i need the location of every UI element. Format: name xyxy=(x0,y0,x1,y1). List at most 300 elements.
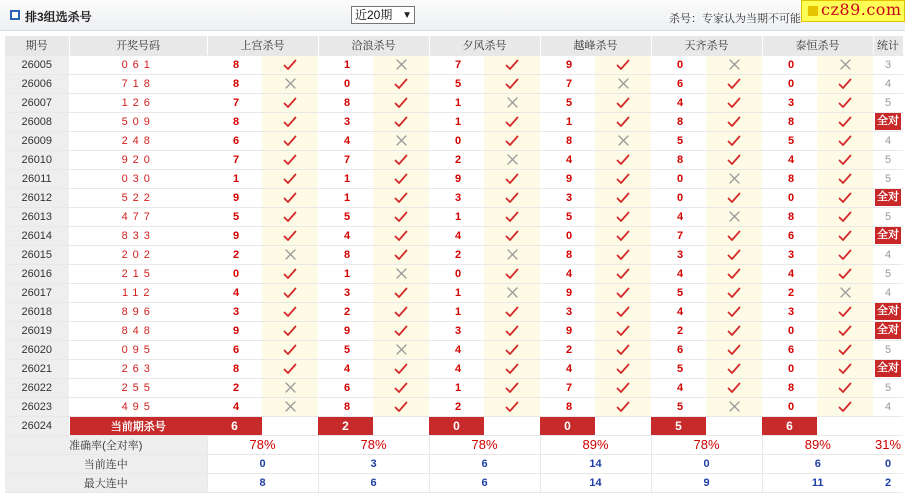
header-expert-1[interactable]: 上宫杀号 xyxy=(207,36,318,55)
check-icon xyxy=(817,249,873,261)
current-streak-label: 当前连中 xyxy=(5,454,207,473)
kill-number-cell: 2 xyxy=(429,150,484,169)
check-mark-cell xyxy=(262,340,318,359)
kill-number-cell: 1 xyxy=(429,207,484,226)
stat-cell xyxy=(873,378,903,397)
kill-number-cell: 1 xyxy=(429,112,484,131)
kill-number-cell: 5 xyxy=(651,359,706,378)
kill-number-cell: 2 xyxy=(762,283,817,302)
check-icon xyxy=(706,78,762,90)
check-mark-cell xyxy=(595,226,651,245)
check-icon xyxy=(595,211,651,223)
current-kill-blank xyxy=(484,416,540,435)
check-icon xyxy=(595,268,651,280)
check-mark-cell xyxy=(262,150,318,169)
kill-number-cell: 8 xyxy=(762,378,817,397)
site-logo[interactable] xyxy=(801,0,905,22)
check-mark-cell xyxy=(706,93,762,112)
check-mark-cell xyxy=(817,321,873,340)
check-mark-cell xyxy=(484,207,540,226)
check-icon xyxy=(706,230,762,242)
check-icon xyxy=(595,401,651,413)
check-icon xyxy=(706,382,762,394)
kill-number-cell: 1 xyxy=(429,302,484,321)
kill-number-cell: 7 xyxy=(540,74,595,93)
max-streak-value: 14 xyxy=(540,473,651,492)
current-streak-value: 6 xyxy=(429,454,540,473)
kill-number-cell: 4 xyxy=(651,264,706,283)
cross-icon xyxy=(484,287,540,298)
check-mark-cell xyxy=(262,169,318,188)
current-kill-blank xyxy=(817,416,873,435)
issue-cell: 26007 xyxy=(5,93,69,112)
draw-number-cell: 215 xyxy=(69,264,207,283)
stat-cell xyxy=(873,150,903,169)
check-icon xyxy=(373,382,429,394)
kill-number-cell: 2 xyxy=(429,245,484,264)
kill-number-cell: 7 xyxy=(207,150,262,169)
check-icon xyxy=(262,116,318,128)
kill-number-cell: 3 xyxy=(429,321,484,340)
check-mark-cell xyxy=(484,378,540,397)
check-mark-cell xyxy=(484,131,540,150)
kill-number-cell: 0 xyxy=(762,74,817,93)
check-icon xyxy=(595,192,651,204)
kill-number-cell: 5 xyxy=(540,207,595,226)
check-icon xyxy=(484,192,540,204)
table-row xyxy=(5,131,903,150)
cross-mark-cell xyxy=(262,74,318,93)
check-mark-cell xyxy=(262,207,318,226)
check-mark-cell xyxy=(817,359,873,378)
header-expert-2[interactable]: 洽浪杀号 xyxy=(318,36,429,55)
check-icon xyxy=(484,382,540,394)
stat-cell xyxy=(873,131,903,150)
check-mark-cell xyxy=(373,321,429,340)
header-draw: 开奖号码 xyxy=(69,36,207,55)
check-mark-cell xyxy=(595,55,651,74)
kill-number-cell: 0 xyxy=(651,55,706,74)
stat-cell xyxy=(873,359,903,378)
table-row xyxy=(5,93,903,112)
table-row xyxy=(5,397,903,416)
cross-icon xyxy=(817,287,873,298)
stat-cell xyxy=(873,226,903,245)
max-streak-value: 8 xyxy=(207,473,318,492)
header-expert-5[interactable]: 天齐杀号 xyxy=(651,36,762,55)
check-icon xyxy=(706,135,762,147)
cross-mark-cell xyxy=(817,55,873,74)
kill-number-cell: 4 xyxy=(207,283,262,302)
issue-cell: 26015 xyxy=(5,245,69,264)
issue-cell: 26014 xyxy=(5,226,69,245)
check-icon xyxy=(484,116,540,128)
check-icon xyxy=(595,230,651,242)
check-icon xyxy=(595,116,651,128)
kill-number-cell: 9 xyxy=(540,283,595,302)
kill-number-cell: 4 xyxy=(762,150,817,169)
kill-number-cell: 8 xyxy=(207,359,262,378)
check-mark-cell xyxy=(817,302,873,321)
check-mark-cell xyxy=(706,74,762,93)
check-icon xyxy=(262,344,318,356)
check-mark-cell xyxy=(595,93,651,112)
current-streak-stat: 0 xyxy=(873,454,903,473)
kill-number-cell: 5 xyxy=(651,397,706,416)
kill-number-cell: 5 xyxy=(762,131,817,150)
all-correct-badge: 全对 xyxy=(875,113,901,130)
cross-mark-cell xyxy=(484,245,540,264)
check-icon xyxy=(484,344,540,356)
draw-number-cell: 030 xyxy=(69,169,207,188)
check-mark-cell xyxy=(706,150,762,169)
kill-number-cell: 9 xyxy=(540,169,595,188)
accuracy-label: 准确率(全对率) xyxy=(5,435,207,454)
accuracy-value: 78% xyxy=(429,435,540,454)
table-row xyxy=(5,112,903,131)
kill-number-cell: 2 xyxy=(429,397,484,416)
table-row xyxy=(5,74,903,93)
stat-count: 5 xyxy=(884,153,892,166)
table-row xyxy=(5,340,903,359)
check-mark-cell xyxy=(595,302,651,321)
check-icon xyxy=(262,363,318,375)
check-mark-cell xyxy=(373,169,429,188)
kill-number-cell: 4 xyxy=(318,359,373,378)
current-issue-cell: 26024 xyxy=(5,416,69,435)
cross-icon xyxy=(595,135,651,146)
check-mark-cell xyxy=(706,340,762,359)
kill-number-cell: 9 xyxy=(540,55,595,74)
kill-number-cell: 5 xyxy=(651,131,706,150)
issue-cell: 26010 xyxy=(5,150,69,169)
check-icon xyxy=(373,154,429,166)
draw-number-cell: 848 xyxy=(69,321,207,340)
check-mark-cell xyxy=(262,93,318,112)
check-icon xyxy=(706,344,762,356)
check-icon xyxy=(373,78,429,90)
check-mark-cell xyxy=(484,264,540,283)
kill-number-cell: 2 xyxy=(540,340,595,359)
cross-mark-cell xyxy=(484,93,540,112)
kill-number-table xyxy=(5,36,904,493)
check-mark-cell xyxy=(595,150,651,169)
cross-mark-cell xyxy=(595,131,651,150)
check-icon xyxy=(817,325,873,337)
kill-number-cell: 1 xyxy=(318,55,373,74)
check-mark-cell xyxy=(595,378,651,397)
table-row xyxy=(5,302,903,321)
check-mark-cell xyxy=(262,112,318,131)
header-stat: 统计 xyxy=(873,36,903,55)
table-row xyxy=(5,55,903,74)
max-streak-value: 9 xyxy=(651,473,762,492)
stat-cell xyxy=(873,188,903,207)
check-icon xyxy=(484,230,540,242)
draw-number-cell: 248 xyxy=(69,131,207,150)
check-mark-cell xyxy=(595,245,651,264)
draw-number-cell: 896 xyxy=(69,302,207,321)
check-mark-cell xyxy=(484,169,540,188)
stat-count: 4 xyxy=(884,400,892,413)
kill-number-cell: 1 xyxy=(429,283,484,302)
kill-number-cell: 8 xyxy=(762,112,817,131)
all-correct-badge: 全对 xyxy=(875,322,901,339)
check-icon xyxy=(706,116,762,128)
kill-number-cell: 8 xyxy=(540,245,595,264)
cross-mark-cell xyxy=(595,74,651,93)
check-icon xyxy=(817,268,873,280)
stat-count: 5 xyxy=(884,267,892,280)
kill-number-cell: 8 xyxy=(318,93,373,112)
check-mark-cell xyxy=(706,264,762,283)
issue-cell: 26018 xyxy=(5,302,69,321)
checkbox-icon xyxy=(10,10,20,20)
check-icon xyxy=(484,78,540,90)
stat-cell xyxy=(873,112,903,131)
max-streak-stat: 2 xyxy=(873,473,903,492)
check-mark-cell xyxy=(817,378,873,397)
kill-number-cell: 9 xyxy=(207,188,262,207)
check-icon xyxy=(373,211,429,223)
check-icon xyxy=(817,230,873,242)
check-mark-cell xyxy=(706,302,762,321)
check-icon xyxy=(484,173,540,185)
kill-note: 杀号：专家认为当期不可能 xyxy=(669,13,801,25)
kill-number-cell: 3 xyxy=(207,302,262,321)
check-mark-cell xyxy=(706,321,762,340)
table-row xyxy=(5,378,903,397)
issue-cell: 26011 xyxy=(5,169,69,188)
header-expert-3[interactable]: 夕风杀号 xyxy=(429,36,540,55)
issue-cell: 26006 xyxy=(5,74,69,93)
check-mark-cell xyxy=(706,188,762,207)
kill-number-cell: 8 xyxy=(207,112,262,131)
kill-number-cell: 9 xyxy=(318,321,373,340)
cross-icon xyxy=(706,173,762,184)
check-mark-cell xyxy=(373,74,429,93)
kill-number-cell: 0 xyxy=(762,321,817,340)
kill-number-cell: 8 xyxy=(318,245,373,264)
issue-cell: 26020 xyxy=(5,340,69,359)
kill-number-cell: 8 xyxy=(762,207,817,226)
kill-number-cell: 9 xyxy=(207,321,262,340)
check-icon xyxy=(262,230,318,242)
draw-number-cell: 126 xyxy=(69,93,207,112)
kill-number-cell: 4 xyxy=(762,264,817,283)
draw-number-cell: 495 xyxy=(69,397,207,416)
issue-cell: 26016 xyxy=(5,264,69,283)
table-row xyxy=(5,245,903,264)
current-streak-value: 6 xyxy=(762,454,873,473)
check-icon xyxy=(706,97,762,109)
kill-number-cell: 2 xyxy=(207,378,262,397)
check-icon xyxy=(817,116,873,128)
all-correct-badge: 全对 xyxy=(875,360,901,377)
kill-number-cell: 7 xyxy=(540,378,595,397)
kill-number-cell: 8 xyxy=(207,55,262,74)
kill-number-cell: 5 xyxy=(540,93,595,112)
cross-icon xyxy=(373,135,429,146)
current-kill-number: 0 xyxy=(540,416,595,435)
max-streak-value: 6 xyxy=(429,473,540,492)
cross-icon xyxy=(484,154,540,165)
kill-number-cell: 9 xyxy=(429,169,484,188)
all-correct-badge: 全对 xyxy=(875,227,901,244)
kill-number-cell: 8 xyxy=(207,74,262,93)
check-icon xyxy=(595,97,651,109)
header-issue: 期号 xyxy=(5,36,69,55)
kill-number-cell: 5 xyxy=(207,207,262,226)
check-mark-cell xyxy=(706,131,762,150)
cross-mark-cell xyxy=(484,283,540,302)
check-icon xyxy=(484,268,540,280)
current-issue-row xyxy=(5,416,903,435)
draw-number-cell: 061 xyxy=(69,55,207,74)
check-mark-cell xyxy=(373,378,429,397)
cross-icon xyxy=(373,59,429,70)
stat-cell xyxy=(873,302,903,321)
check-icon xyxy=(484,401,540,413)
current-kill-blank xyxy=(595,416,651,435)
kill-number-cell: 0 xyxy=(762,359,817,378)
kill-number-cell: 0 xyxy=(429,131,484,150)
accuracy-row xyxy=(5,435,903,454)
check-icon xyxy=(262,154,318,166)
check-mark-cell xyxy=(817,207,873,226)
check-mark-cell xyxy=(373,359,429,378)
kill-number-cell: 6 xyxy=(762,226,817,245)
table-row xyxy=(5,359,903,378)
check-icon xyxy=(262,287,318,299)
cross-icon xyxy=(262,401,318,412)
check-icon xyxy=(595,363,651,375)
kill-number-cell: 5 xyxy=(318,207,373,226)
kill-number-cell: 3 xyxy=(540,302,595,321)
check-icon xyxy=(817,306,873,318)
issue-cell: 26013 xyxy=(5,207,69,226)
kill-number-cell: 9 xyxy=(207,226,262,245)
current-streak-value: 3 xyxy=(318,454,429,473)
kill-number-cell: 1 xyxy=(318,169,373,188)
check-mark-cell xyxy=(817,340,873,359)
check-mark-cell xyxy=(262,131,318,150)
check-mark-cell xyxy=(817,169,873,188)
kill-number-cell: 4 xyxy=(651,378,706,397)
cross-mark-cell xyxy=(262,397,318,416)
check-mark-cell xyxy=(706,245,762,264)
check-mark-cell xyxy=(706,378,762,397)
check-icon xyxy=(595,59,651,71)
kill-number-cell: 5 xyxy=(651,283,706,302)
check-icon xyxy=(373,230,429,242)
current-kill-number: 6 xyxy=(207,416,262,435)
kill-number-cell: 0 xyxy=(318,74,373,93)
check-mark-cell xyxy=(706,283,762,302)
check-icon xyxy=(706,192,762,204)
check-icon xyxy=(817,401,873,413)
kill-number-cell: 6 xyxy=(207,131,262,150)
cross-icon xyxy=(373,268,429,279)
draw-number-cell: 095 xyxy=(69,340,207,359)
header-expert-4[interactable]: 越峰杀号 xyxy=(540,36,651,55)
kill-number-cell: 4 xyxy=(318,131,373,150)
table-row xyxy=(5,283,903,302)
check-icon xyxy=(595,325,651,337)
check-icon xyxy=(484,325,540,337)
check-mark-cell xyxy=(595,397,651,416)
kill-number-cell: 1 xyxy=(429,93,484,112)
check-mark-cell xyxy=(817,150,873,169)
kill-number-cell: 8 xyxy=(318,397,373,416)
draw-number-cell: 920 xyxy=(69,150,207,169)
check-mark-cell xyxy=(595,340,651,359)
check-mark-cell xyxy=(595,321,651,340)
kill-number-cell: 1 xyxy=(318,264,373,283)
table-row xyxy=(5,150,903,169)
check-icon xyxy=(817,192,873,204)
check-mark-cell xyxy=(373,188,429,207)
check-icon xyxy=(373,173,429,185)
table-row xyxy=(5,264,903,283)
cross-icon xyxy=(262,382,318,393)
stat-count: 4 xyxy=(884,248,892,261)
kill-number-cell: 4 xyxy=(429,226,484,245)
current-kill-blank xyxy=(373,416,429,435)
header-expert-6[interactable]: 泰恒杀号 xyxy=(762,36,873,55)
check-mark-cell xyxy=(262,264,318,283)
check-mark-cell xyxy=(373,397,429,416)
current-kill-number: 6 xyxy=(762,416,817,435)
cross-mark-cell xyxy=(706,397,762,416)
kill-number-cell: 7 xyxy=(207,93,262,112)
check-mark-cell xyxy=(484,112,540,131)
max-streak-value: 11 xyxy=(762,473,873,492)
stat-cell xyxy=(873,245,903,264)
check-mark-cell xyxy=(484,397,540,416)
cross-mark-cell xyxy=(373,264,429,283)
check-icon xyxy=(262,211,318,223)
kill-number-cell: 4 xyxy=(207,397,262,416)
cross-mark-cell xyxy=(706,169,762,188)
stat-cell xyxy=(873,283,903,302)
check-icon xyxy=(373,249,429,261)
kill-number-cell: 6 xyxy=(762,340,817,359)
kill-number-cell: 4 xyxy=(651,302,706,321)
stat-count: 5 xyxy=(884,381,892,394)
stat-cell xyxy=(873,93,903,112)
check-mark-cell xyxy=(262,359,318,378)
period-select[interactable] xyxy=(351,6,415,24)
cross-icon xyxy=(706,211,762,222)
kill-number-cell: 0 xyxy=(207,264,262,283)
stat-cell xyxy=(873,321,903,340)
table-header-row xyxy=(5,36,903,55)
check-icon xyxy=(706,249,762,261)
kill-number-cell: 7 xyxy=(651,226,706,245)
kill-number-cell: 0 xyxy=(762,397,817,416)
check-mark-cell xyxy=(595,207,651,226)
kill-number-cell: 0 xyxy=(429,264,484,283)
check-icon xyxy=(373,192,429,204)
stat-count: 5 xyxy=(884,210,892,223)
check-mark-cell xyxy=(817,131,873,150)
check-mark-cell xyxy=(706,226,762,245)
check-icon xyxy=(262,325,318,337)
check-mark-cell xyxy=(373,112,429,131)
kill-number-cell: 3 xyxy=(318,112,373,131)
period-select-value: 近20期 xyxy=(355,8,393,22)
